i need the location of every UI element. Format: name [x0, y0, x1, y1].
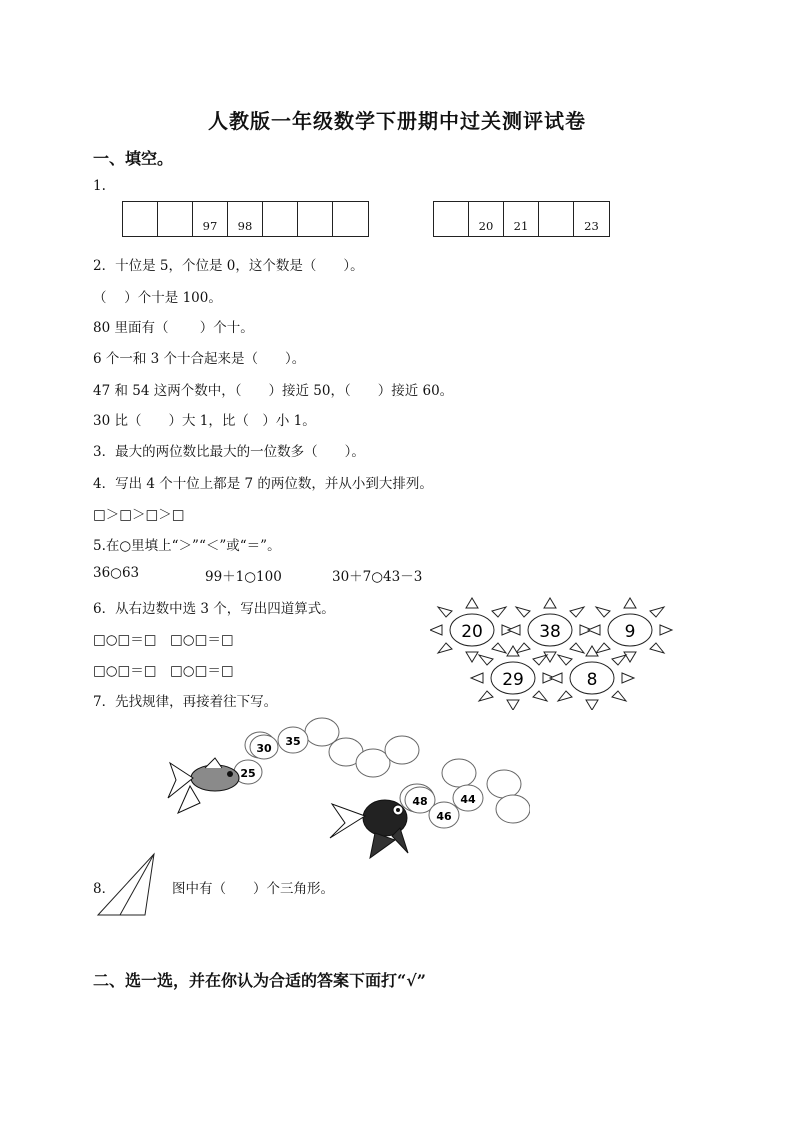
q8-number: 8．	[93, 881, 116, 897]
bubble-empty	[442, 759, 476, 787]
seq1-cell	[333, 202, 368, 236]
q7-line: 7．先找规律，再接着往下写。	[93, 694, 278, 710]
sun-number: 20	[461, 622, 483, 642]
sun-icon	[471, 646, 555, 710]
bubble-empty	[487, 770, 521, 798]
q2-line: （ ）个十是 100。	[93, 290, 222, 306]
fish-bubble-figure	[160, 708, 530, 868]
q8-text: 图中有（ ）个三角形。	[172, 881, 334, 897]
number-sequence-1	[122, 201, 369, 237]
page-title: 人教版一年级数学下册期中过关测评试卷	[208, 109, 586, 133]
seq1-cell: 98	[228, 202, 263, 236]
section-1-heading: 一、填空。	[93, 149, 174, 168]
q6-formulas-2: □○□＝□ □○□＝□	[93, 663, 234, 679]
sun-numbers-figure	[430, 594, 680, 710]
seq2-cell	[434, 202, 469, 236]
q5-item-c: 30＋7○43－3	[332, 569, 423, 585]
q5-item-b: 99＋1○100	[205, 569, 282, 585]
q5-item-a: 36○63	[93, 565, 140, 581]
sun-icon	[508, 598, 592, 662]
q2-line: 2．十位是 5，个位是 0，这个数是（ ）。	[93, 258, 364, 274]
bubble-empty	[385, 736, 419, 764]
seq1-cell: 97	[193, 202, 228, 236]
sun-number: 8	[586, 670, 598, 690]
bubble-number: 46	[436, 810, 452, 823]
sun-number: 29	[502, 670, 524, 690]
seq1-cell	[158, 202, 193, 236]
q2-line: 6 个一和 3 个十合起来是（ ）。	[93, 351, 306, 367]
bubble-number: 25	[240, 767, 256, 780]
q6-line: 6．从右边数中选 3 个，写出四道算式。	[93, 601, 335, 617]
number-sequence-2	[433, 201, 610, 237]
seq1-cell	[263, 202, 298, 236]
seq2-cell: 20	[469, 202, 504, 236]
bubble-number: 48	[412, 795, 428, 808]
sun-icon	[550, 646, 634, 710]
q3-line: 3．最大的两位数比最大的一位数多（ ）。	[93, 444, 365, 460]
goldfish-icon	[168, 758, 239, 813]
q2-line: 80 里面有（ ）个十。	[93, 320, 254, 336]
q2-line: 47 和 54 这两个数中，（ ）接近 50，（ ）接近 60。	[93, 383, 454, 399]
bubble-number: 44	[460, 793, 476, 806]
q2-line: 30 比（ ）大 1，比（ ）小 1。	[93, 413, 316, 429]
seq1-cell	[298, 202, 333, 236]
seq2-cell: 21	[504, 202, 539, 236]
black-goldfish-icon	[330, 800, 408, 858]
triangle-figure	[96, 852, 160, 918]
q5-line: 5.在○里填上“＞”“＜”或“＝”。	[93, 538, 281, 554]
section-2-heading: 二、选一选，并在你认为合适的答案下面打“√”	[93, 971, 426, 990]
sun-icon	[588, 598, 672, 662]
sun-number: 38	[539, 622, 561, 642]
seq1-cell	[123, 202, 158, 236]
sun-icon	[430, 598, 514, 662]
bubble-number: 35	[285, 735, 301, 748]
bubble-empty	[496, 795, 530, 823]
q6-formulas-1: □○□＝□ □○□＝□	[93, 632, 234, 648]
seq2-cell: 23	[584, 219, 599, 233]
q1-label: 1.	[93, 178, 106, 194]
seq2-cell	[539, 202, 574, 236]
q4-line: 4．写出 4 个十位上都是 7 的两位数，并从小到大排列。	[93, 476, 433, 492]
bubble-number: 30	[256, 742, 272, 755]
sun-number: 9	[624, 622, 636, 642]
q4-boxes: □＞□＞□＞□	[93, 507, 185, 523]
